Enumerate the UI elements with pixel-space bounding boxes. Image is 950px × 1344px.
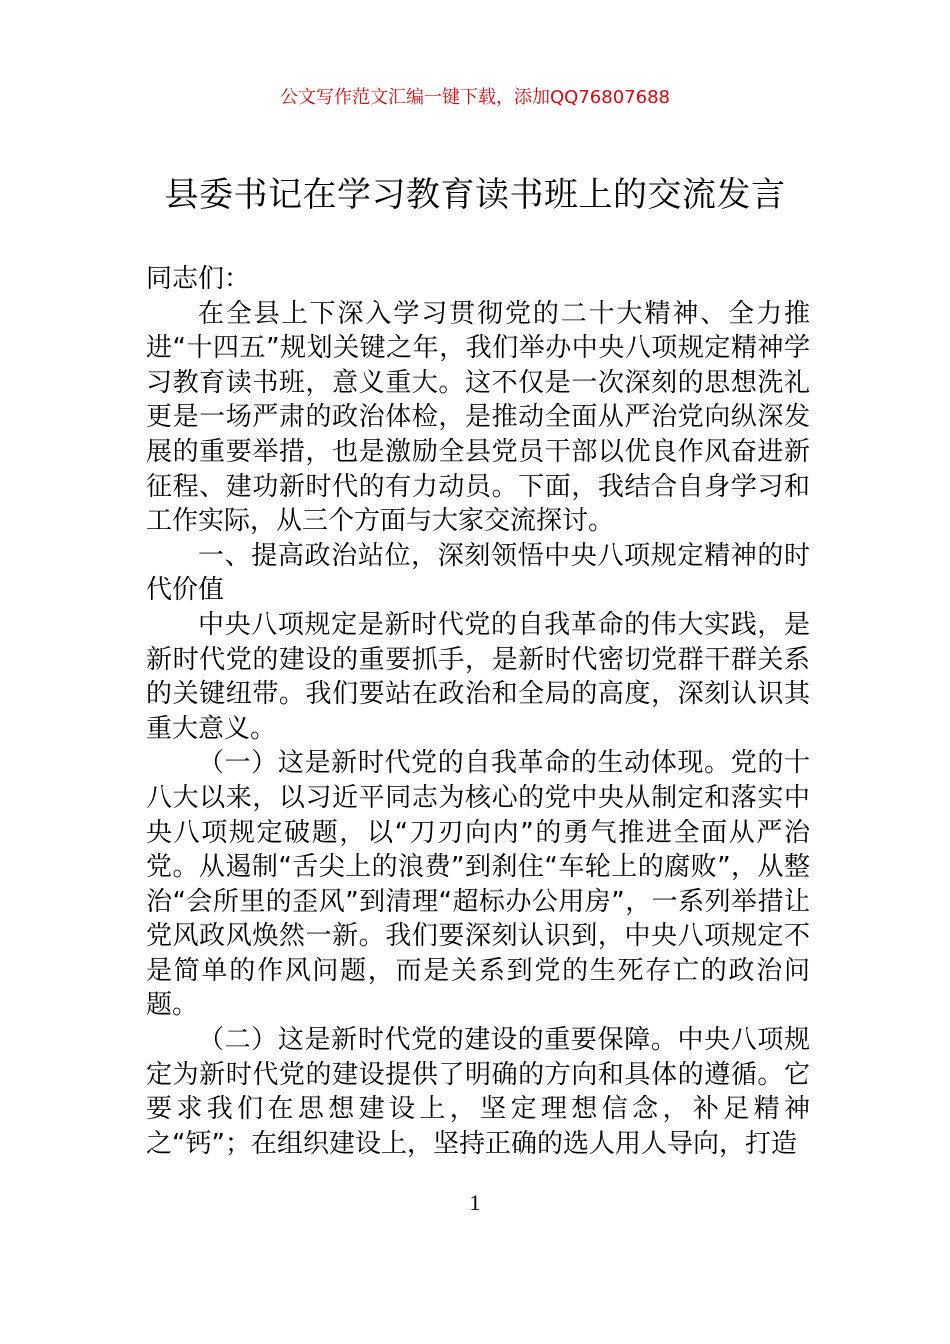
paragraph-point-1: （一）这是新时代党的自我革命的生动体现。党的十八大以来，以习近平同志为核心的党中央从制定和落实中央八项规定破题，以“刀刃向内”的勇气推进全面从严治党。从遏制“舌尖上的浪费”到刹住“车轮上的腐败”，从整治“会所里的歪风”到清理“超标办公用房”，一系列举措让党风政风焕然一新。我们要深刻认识到，中央八项规定不是简单的作风问题，而是关系到党的生死存亡的政治问题。	[146, 748, 810, 1021]
paragraph-intro: 在全县上下深入学习贯彻党的二十大精神、全力推进“十四五”规划关键之年，我们举办中央八项规定精神学习教育读书班，意义重大。这不仅是一次深刻的思想洗礼更是一场严肃的政治体检，是推动全面从严治党向纵深发展的重要举措，也是激励全县党员干部以优良作风奋进新征程、建功新时代的有力动员。下面，我结合自身学习和工作实际，从三个方面与大家交流探讨。	[146, 298, 810, 537]
document-body	[146, 262, 810, 1161]
header-watermark: 公文写作范文汇编一键下载，添加QQ76807688	[280, 87, 670, 108]
document-title: 县委书记在学习教育读书班上的交流发言	[164, 175, 786, 215]
paragraph-section-1: 中央八项规定是新时代党的自我革命的伟大实践，是新时代党的建设的重要抓手，是新时代密切党群干群关系的关键纽带。我们要站在政治和全局的高度，深刻认识其重大意义。	[146, 609, 810, 744]
salutation: 同志们：	[146, 264, 251, 294]
page-number: 1	[469, 1190, 481, 1215]
paragraph-point-2: （二）这是新时代党的建设的重要保障。中央八项规定为新时代党的建设提供了明确的方向和具体的遵循。它要求我们在思想建设上，坚定理想信念，补足精神之“钙”；在组织建设上，坚持正确的选人用人导向，打造	[146, 1025, 810, 1159]
section-heading-1: 一、提高政治站位，深刻领悟中央八项规定精神的时代价值	[146, 540, 810, 606]
